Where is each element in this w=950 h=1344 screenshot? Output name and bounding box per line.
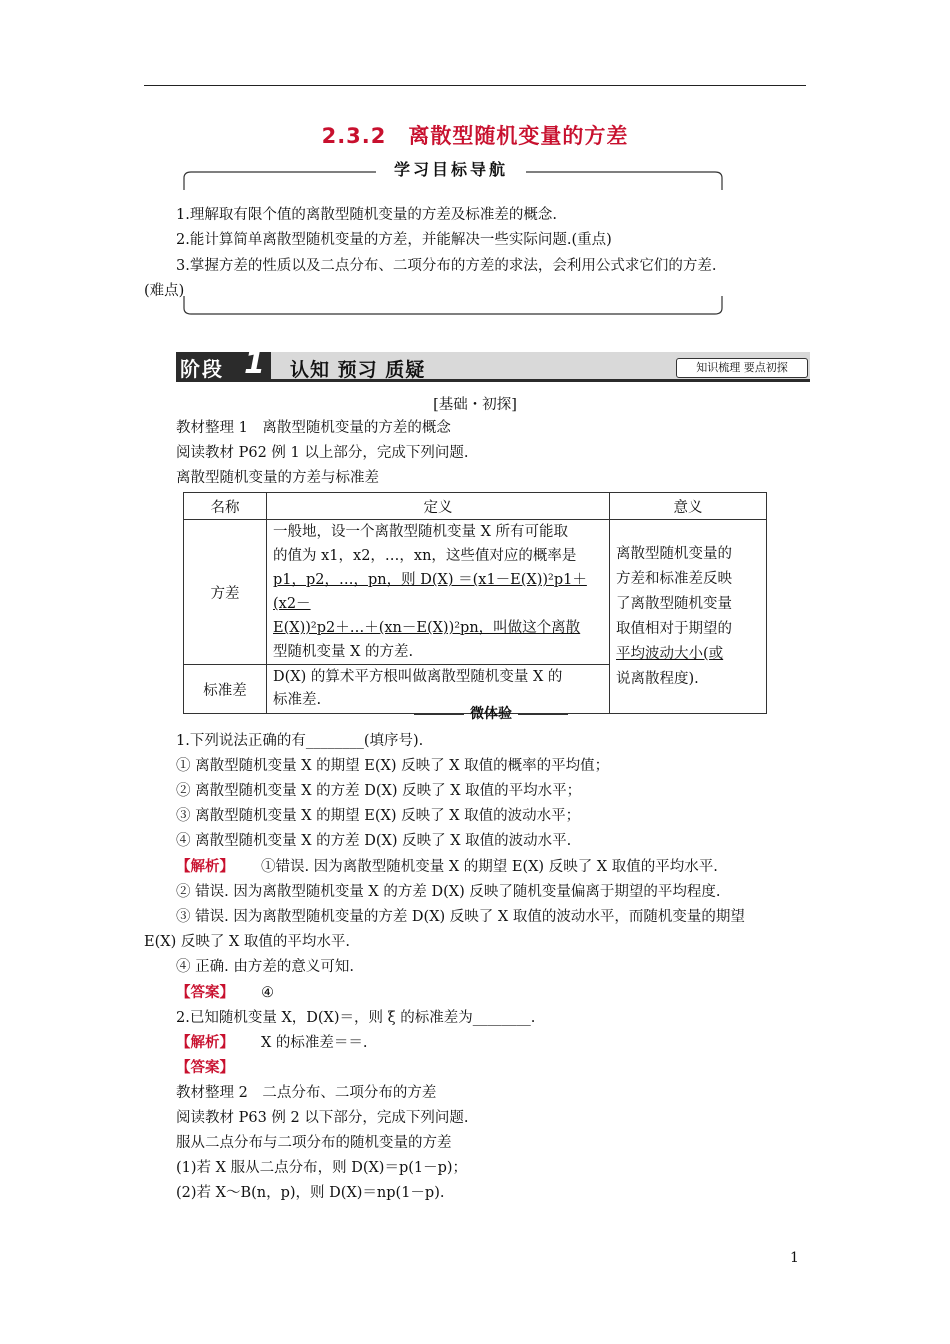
material2-line-1: (1)若 X 服从二点分布，则 D(X)＝p(1－p)； xyxy=(176,1160,468,1176)
cell-std-name: 标准差 xyxy=(184,665,267,714)
def-line: p1，p2，…，pn，则 D(X) ＝(x1－E(X))²p1＋(x2－ xyxy=(273,572,587,612)
definition-table xyxy=(183,492,767,714)
q1-answer: ④ xyxy=(261,985,274,1001)
goal-item-4: (难点) xyxy=(144,283,185,299)
material2-read: 阅读教材 P63 例 2 以下部分，完成下列问题. xyxy=(176,1110,469,1126)
col-header-definition: 定义 xyxy=(267,493,610,520)
q1-stem: 1.下列说法正确的有________(填序号). xyxy=(176,733,424,749)
def-line: 标准差. xyxy=(273,692,322,708)
q1-analysis-3: ③ 错误. 因为离散型随机变量的方差 D(X) 反映了 X 取值的波动水平，而随机变量的期望 xyxy=(176,909,745,925)
q1-option-3: ③ 离散型随机变量 X 的期望 E(X) 反映了 X 取值的波动水平； xyxy=(176,808,581,824)
stage-number: 1 xyxy=(244,346,265,381)
q1-answer-tag: 【答案】 xyxy=(176,984,234,1001)
q2-analysis: X 的标准差＝＝. xyxy=(261,1035,368,1051)
goal-item-1: 1.理解取有限个值的离散型随机变量的方差及标准差的概念. xyxy=(176,207,557,223)
material1-subtitle: 离散型随机变量的方差与标准差 xyxy=(176,470,379,486)
goals-label: 学习目标导航 xyxy=(376,157,526,180)
material1-heading: 教材整理 1 离散型随机变量的方差的概念 xyxy=(176,420,451,436)
meaning-line: 离散型随机变量的 xyxy=(616,545,732,562)
material1-read: 阅读教材 P62 例 1 以上部分，完成下列问题. xyxy=(176,445,469,461)
col-header-meaning: 意义 xyxy=(610,493,767,520)
meaning-line: 了离散型随机变量 xyxy=(616,595,732,612)
q1-analysis-1: ①错误. 因为离散型随机变量 X 的期望 E(X) 反映了 X 取值的平均水平. xyxy=(261,859,718,875)
cell-variance-definition xyxy=(267,520,610,665)
meaning-line: 平均波动大小(或 xyxy=(616,645,724,662)
meaning-line: 方差和标准差反映 xyxy=(616,570,732,587)
material2-heading: 教材整理 2 二点分布、二项分布的方差 xyxy=(176,1085,437,1101)
table-header-row xyxy=(184,493,767,520)
cell-variance-name: 方差 xyxy=(184,520,267,665)
top-rule xyxy=(144,85,806,86)
goal-item-2: 2.能计算简单离散型随机变量的方差，并能解决一些实际问题.(重点) xyxy=(176,232,612,248)
material2-line-2: (2)若 X～B(n，p)，则 D(X)＝np(1－p). xyxy=(176,1185,445,1201)
q2-analysis-tag: 【解析】 xyxy=(176,1034,234,1051)
cell-meaning xyxy=(610,520,767,714)
def-line: 一般地，设一个离散型随机变量 X 所有可能取 xyxy=(273,524,569,540)
page-number: 1 xyxy=(790,1250,799,1266)
q1-analysis-2: ② 错误. 因为离散型随机变量 X 的方差 D(X) 反映了随机变量偏离于期望的平均程度. xyxy=(176,884,721,900)
q1-analysis-4: E(X) 反映了 X 取值的平均水平. xyxy=(144,934,350,950)
mini-experience-label: 微体验 xyxy=(400,703,582,723)
stage-prefix: 阶段 xyxy=(180,357,224,381)
stage-chip: 知识梳理 要点初探 xyxy=(676,358,808,378)
q1-option-4: ④ 离散型随机变量 X 的方差 D(X) 反映了 X 取值的波动水平. xyxy=(176,833,572,849)
def-line: 型随机变量 X 的方差. xyxy=(273,644,414,660)
section-tag: [基础・初探] xyxy=(433,397,517,413)
table-row-variance xyxy=(184,520,767,665)
q1-option-2: ② 离散型随机变量 X 的方差 D(X) 反映了 X 取值的平均水平； xyxy=(176,783,582,799)
q2-answer-tag: 【答案】 xyxy=(176,1059,234,1076)
q2-stem: 2.已知随机变量 X，D(X)＝，则 ξ 的标准差为________. xyxy=(176,1010,536,1026)
def-line: 的值为 x1，x2，…，xn，这些值对应的概率是 xyxy=(273,548,577,564)
meaning-line: 取值相对于期望的 xyxy=(616,620,732,637)
material2-subtitle: 服从二点分布与二项分布的随机变量的方差 xyxy=(176,1135,452,1151)
q1-analysis-tag: 【解析】 xyxy=(176,858,234,875)
page-title: 2.3.2 离散型随机变量的方差 xyxy=(321,124,629,148)
col-header-name: 名称 xyxy=(184,493,267,520)
q1-analysis-5: ④ 正确. 由方差的意义可知. xyxy=(176,959,354,975)
meaning-line: 说离散程度). xyxy=(616,670,699,687)
stage-name: 认知 预习 质疑 xyxy=(290,359,426,381)
def-line: D(X) 的算术平方根叫做离散型随机变量 X 的 xyxy=(273,669,563,685)
q1-option-1: ① 离散型随机变量 X 的期望 E(X) 反映了 X 取值的概率的平均值； xyxy=(176,758,610,774)
goal-item-3: 3.掌握方差的性质以及二点分布、二项分布的方差的求法，会利用公式求它们的方差. xyxy=(176,258,717,274)
def-line: E(X))²p2＋…＋(xn－E(X))²pn，叫做这个离散 xyxy=(273,620,581,636)
